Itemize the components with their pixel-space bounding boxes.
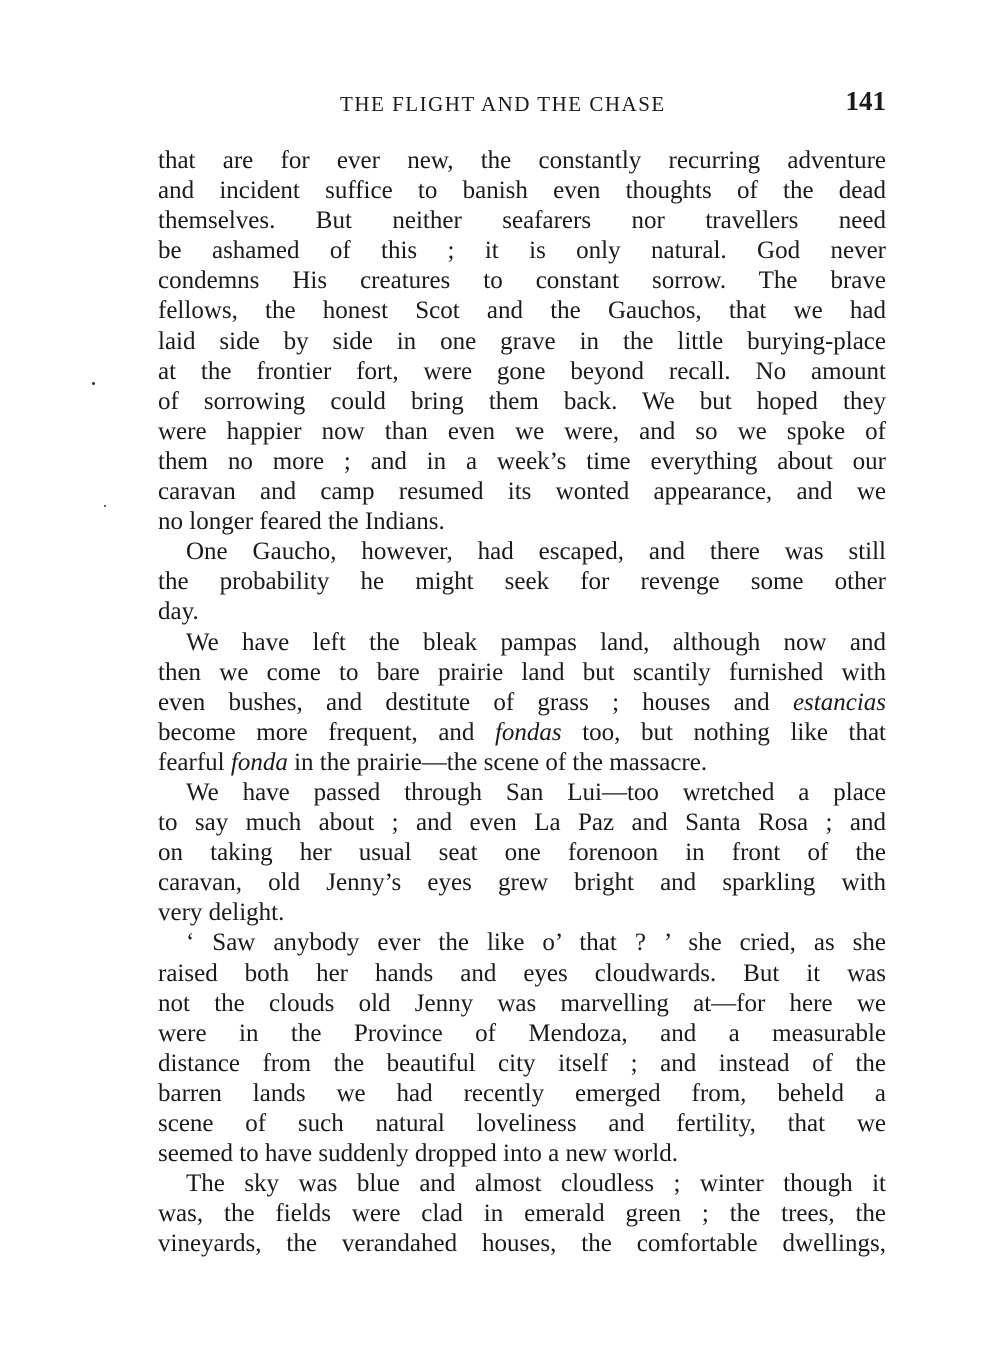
text-line: become more frequent, and fondas too, but nothing like that (158, 718, 886, 746)
text-line: ‘ Saw anybody ever the like o’ that ? ’ she cried, as she (186, 929, 886, 957)
text-line: One Gaucho, however, had escaped, and there was still (186, 538, 886, 566)
text-line: seemed to have suddenly dropped into a new world. (158, 1140, 679, 1168)
text-line: We have passed through San Lui—too wretched a place (186, 778, 886, 806)
text-line: and incident suffice to banish even thoughts of the dead (158, 177, 886, 205)
text-line: laid side by side in one grave in the little burying-place (158, 327, 886, 355)
text-line: The sky was blue and almost cloudless ; winter though it (186, 1170, 886, 1198)
running-header (158, 86, 886, 126)
text-line: that are for ever new, the constantly recurring adventure (158, 147, 886, 174)
text-line: was, the fields were clad in emerald green ; the trees, the (158, 1200, 886, 1228)
text-line: day. (158, 598, 199, 626)
text-line: on taking her usual seat one forenoon in front of the (158, 839, 886, 867)
text-line: scene of such natural loveliness and fertility, that we (158, 1110, 886, 1137)
text-line: distance from the beautiful city itself ; and instead of the (158, 1049, 886, 1077)
text-line: were in the Province of Mendoza, and a measurable (158, 1019, 886, 1047)
margin-speck (92, 382, 95, 385)
text-line: themselves. But neither seafarers nor travellers need (158, 207, 886, 235)
body-text (158, 146, 886, 1259)
text-line: not the clouds old Jenny was marvelling at—for here we (158, 989, 886, 1017)
text-line: raised both her hands and eyes cloudwards. But it was (158, 959, 886, 987)
text-line: caravan and camp resumed its wonted appearance, and we (158, 478, 886, 506)
text-line: to say much about ; and even La Paz and Santa Rosa ; and (158, 809, 886, 837)
text-line: no longer feared the Indians. (158, 508, 445, 536)
running-title: THE FLIGHT AND THE CHASE (340, 92, 666, 116)
text-line: fearful fonda in the prairie—the scene of the massacre. (158, 748, 708, 776)
margin-speck (104, 505, 106, 507)
text-line: of sorrowing could bring them back. We but hoped they (158, 387, 886, 415)
text-line: fellows, the honest Scot and the Gauchos, that we had (158, 297, 886, 325)
text-line: them no more ; and in a week’s time everything about our (158, 447, 886, 475)
text-line: barren lands we had recently emerged from, beheld a (158, 1079, 886, 1107)
text-line: were happier now than even we were, and so we spoke of (158, 417, 886, 445)
text-line: the probability he might seek for revenge some other (158, 568, 886, 596)
text-line: very delight. (158, 899, 285, 927)
text-line: even bushes, and destitute of grass ; houses and estancias (158, 688, 886, 716)
text-line: caravan, old Jenny’s eyes grew bright and sparkling with (158, 869, 886, 897)
text-line: be ashamed of this ; it is only natural. God never (158, 237, 886, 265)
text-line: We have left the bleak pampas land, although now and (186, 628, 886, 656)
text-line: condemns His creatures to constant sorrow. The brave (158, 267, 886, 295)
page-number: 141 (845, 86, 886, 116)
text-line: vineyards, the verandahed houses, the comfortable dwellings, (158, 1230, 886, 1258)
text-line: at the frontier fort, were gone beyond recall. No amount (158, 357, 886, 385)
text-line: then we come to bare prairie land but scantily furnished with (158, 658, 886, 686)
